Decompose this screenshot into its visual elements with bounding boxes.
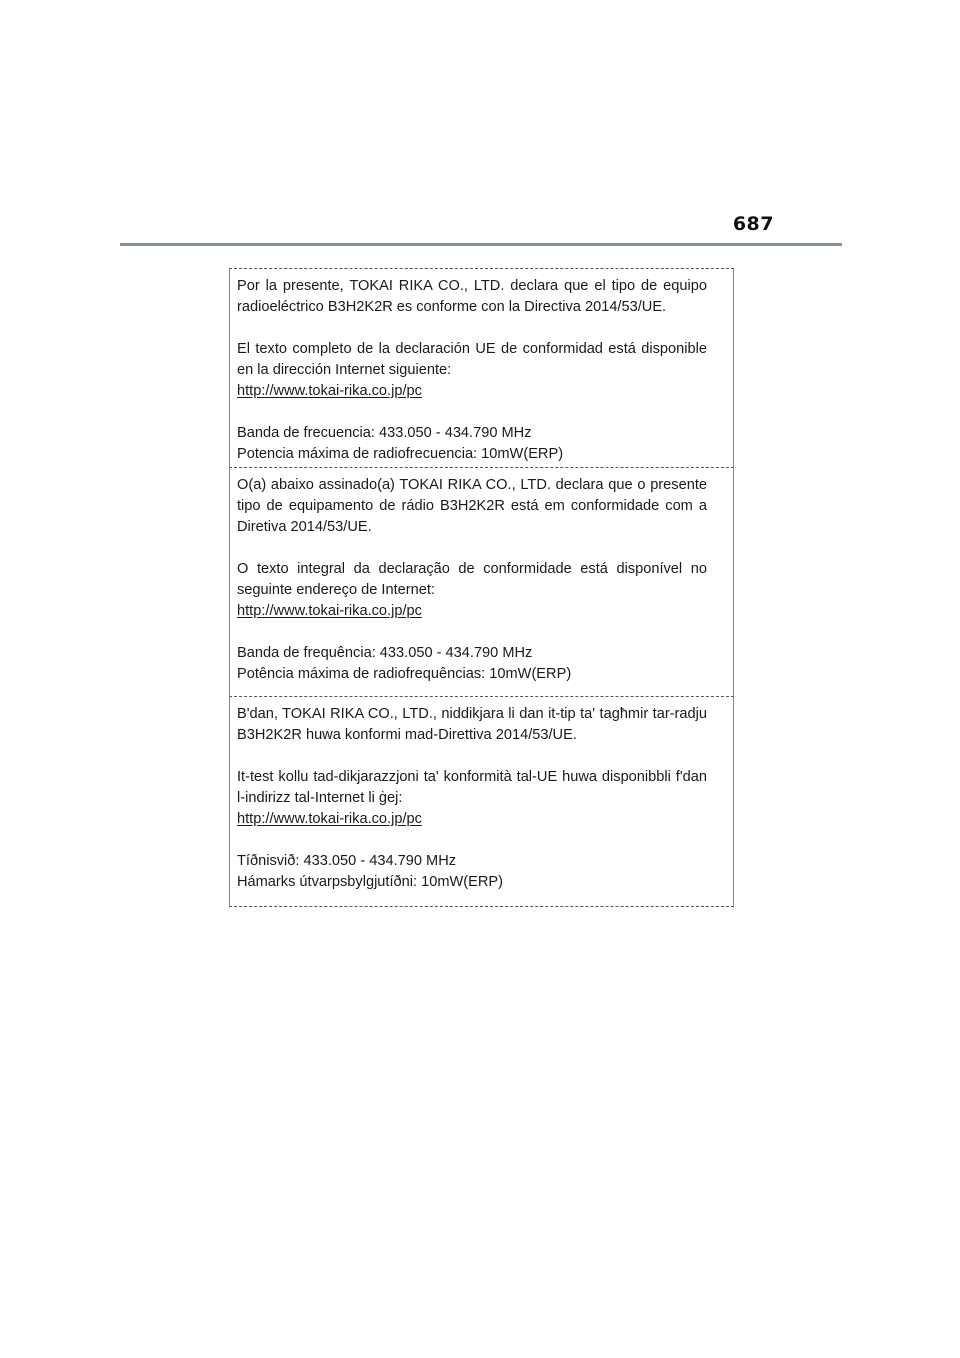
declaration-availability: El texto completo de la declaración UE de conformidad está disponible en la dirección Internet siguiente: xyxy=(237,341,707,378)
header-rule xyxy=(120,243,842,246)
declaration-availability: It-test kollu tad-dikjarazzjoni ta' konformità tal-UE huwa disponibbli f'dan l-indirizz tal-Internet li ġej: xyxy=(237,769,707,806)
page-number: 687 xyxy=(732,213,774,235)
declaration-statement: B'dan, TOKAI RIKA CO., LTD., niddikjara li dan it-tip ta' tagħmir tar-radju B3H2K2R huwa konformi mad-Direttiva 2014/53/UE. xyxy=(237,706,707,743)
declaration-url-link[interactable]: http://www.tokai-rika.co.jp/pc xyxy=(237,383,422,399)
max-power: Potencia máxima de radiofrecuencia: 10mW(ERP) xyxy=(237,446,564,462)
max-power: Potência máxima de radiofrequências: 10mW(ERP) xyxy=(237,666,572,682)
declaration-box xyxy=(229,268,734,907)
declaration-url-link[interactable]: http://www.tokai-rika.co.jp/pc xyxy=(237,811,422,827)
declaration-statement: Por la presente, TOKAI RIKA CO., LTD. declara que el tipo de equipo radioeléctrico B3H2K2R es conforme con la Directiva 2014/53/UE. xyxy=(237,278,707,315)
frequency-band: Tíðnisvið: 433.050 - 434.790 MHz xyxy=(237,853,457,869)
declaration-availability: O texto integral da declaração de conformidade está disponível no seguinte endereço de Internet: xyxy=(237,561,707,598)
declaration-section-portuguese xyxy=(229,468,734,697)
declaration-section-spanish xyxy=(229,269,734,468)
declaration-section-maltese xyxy=(229,697,734,907)
declaration-statement: O(a) abaixo assinado(a) TOKAI RIKA CO., LTD. declara que o presente tipo de equipamento de rádio B3H2K2R está em conformidade com a Diretiva 2014/53/UE. xyxy=(237,477,707,535)
declaration-url-link[interactable]: http://www.tokai-rika.co.jp/pc xyxy=(237,603,422,619)
frequency-band: Banda de frequência: 433.050 - 434.790 MHz xyxy=(237,645,533,661)
frequency-band: Banda de frecuencia: 433.050 - 434.790 MHz xyxy=(237,425,532,441)
max-power: Hámarks útvarpsbylgjutíðni: 10mW(ERP) xyxy=(237,874,504,890)
